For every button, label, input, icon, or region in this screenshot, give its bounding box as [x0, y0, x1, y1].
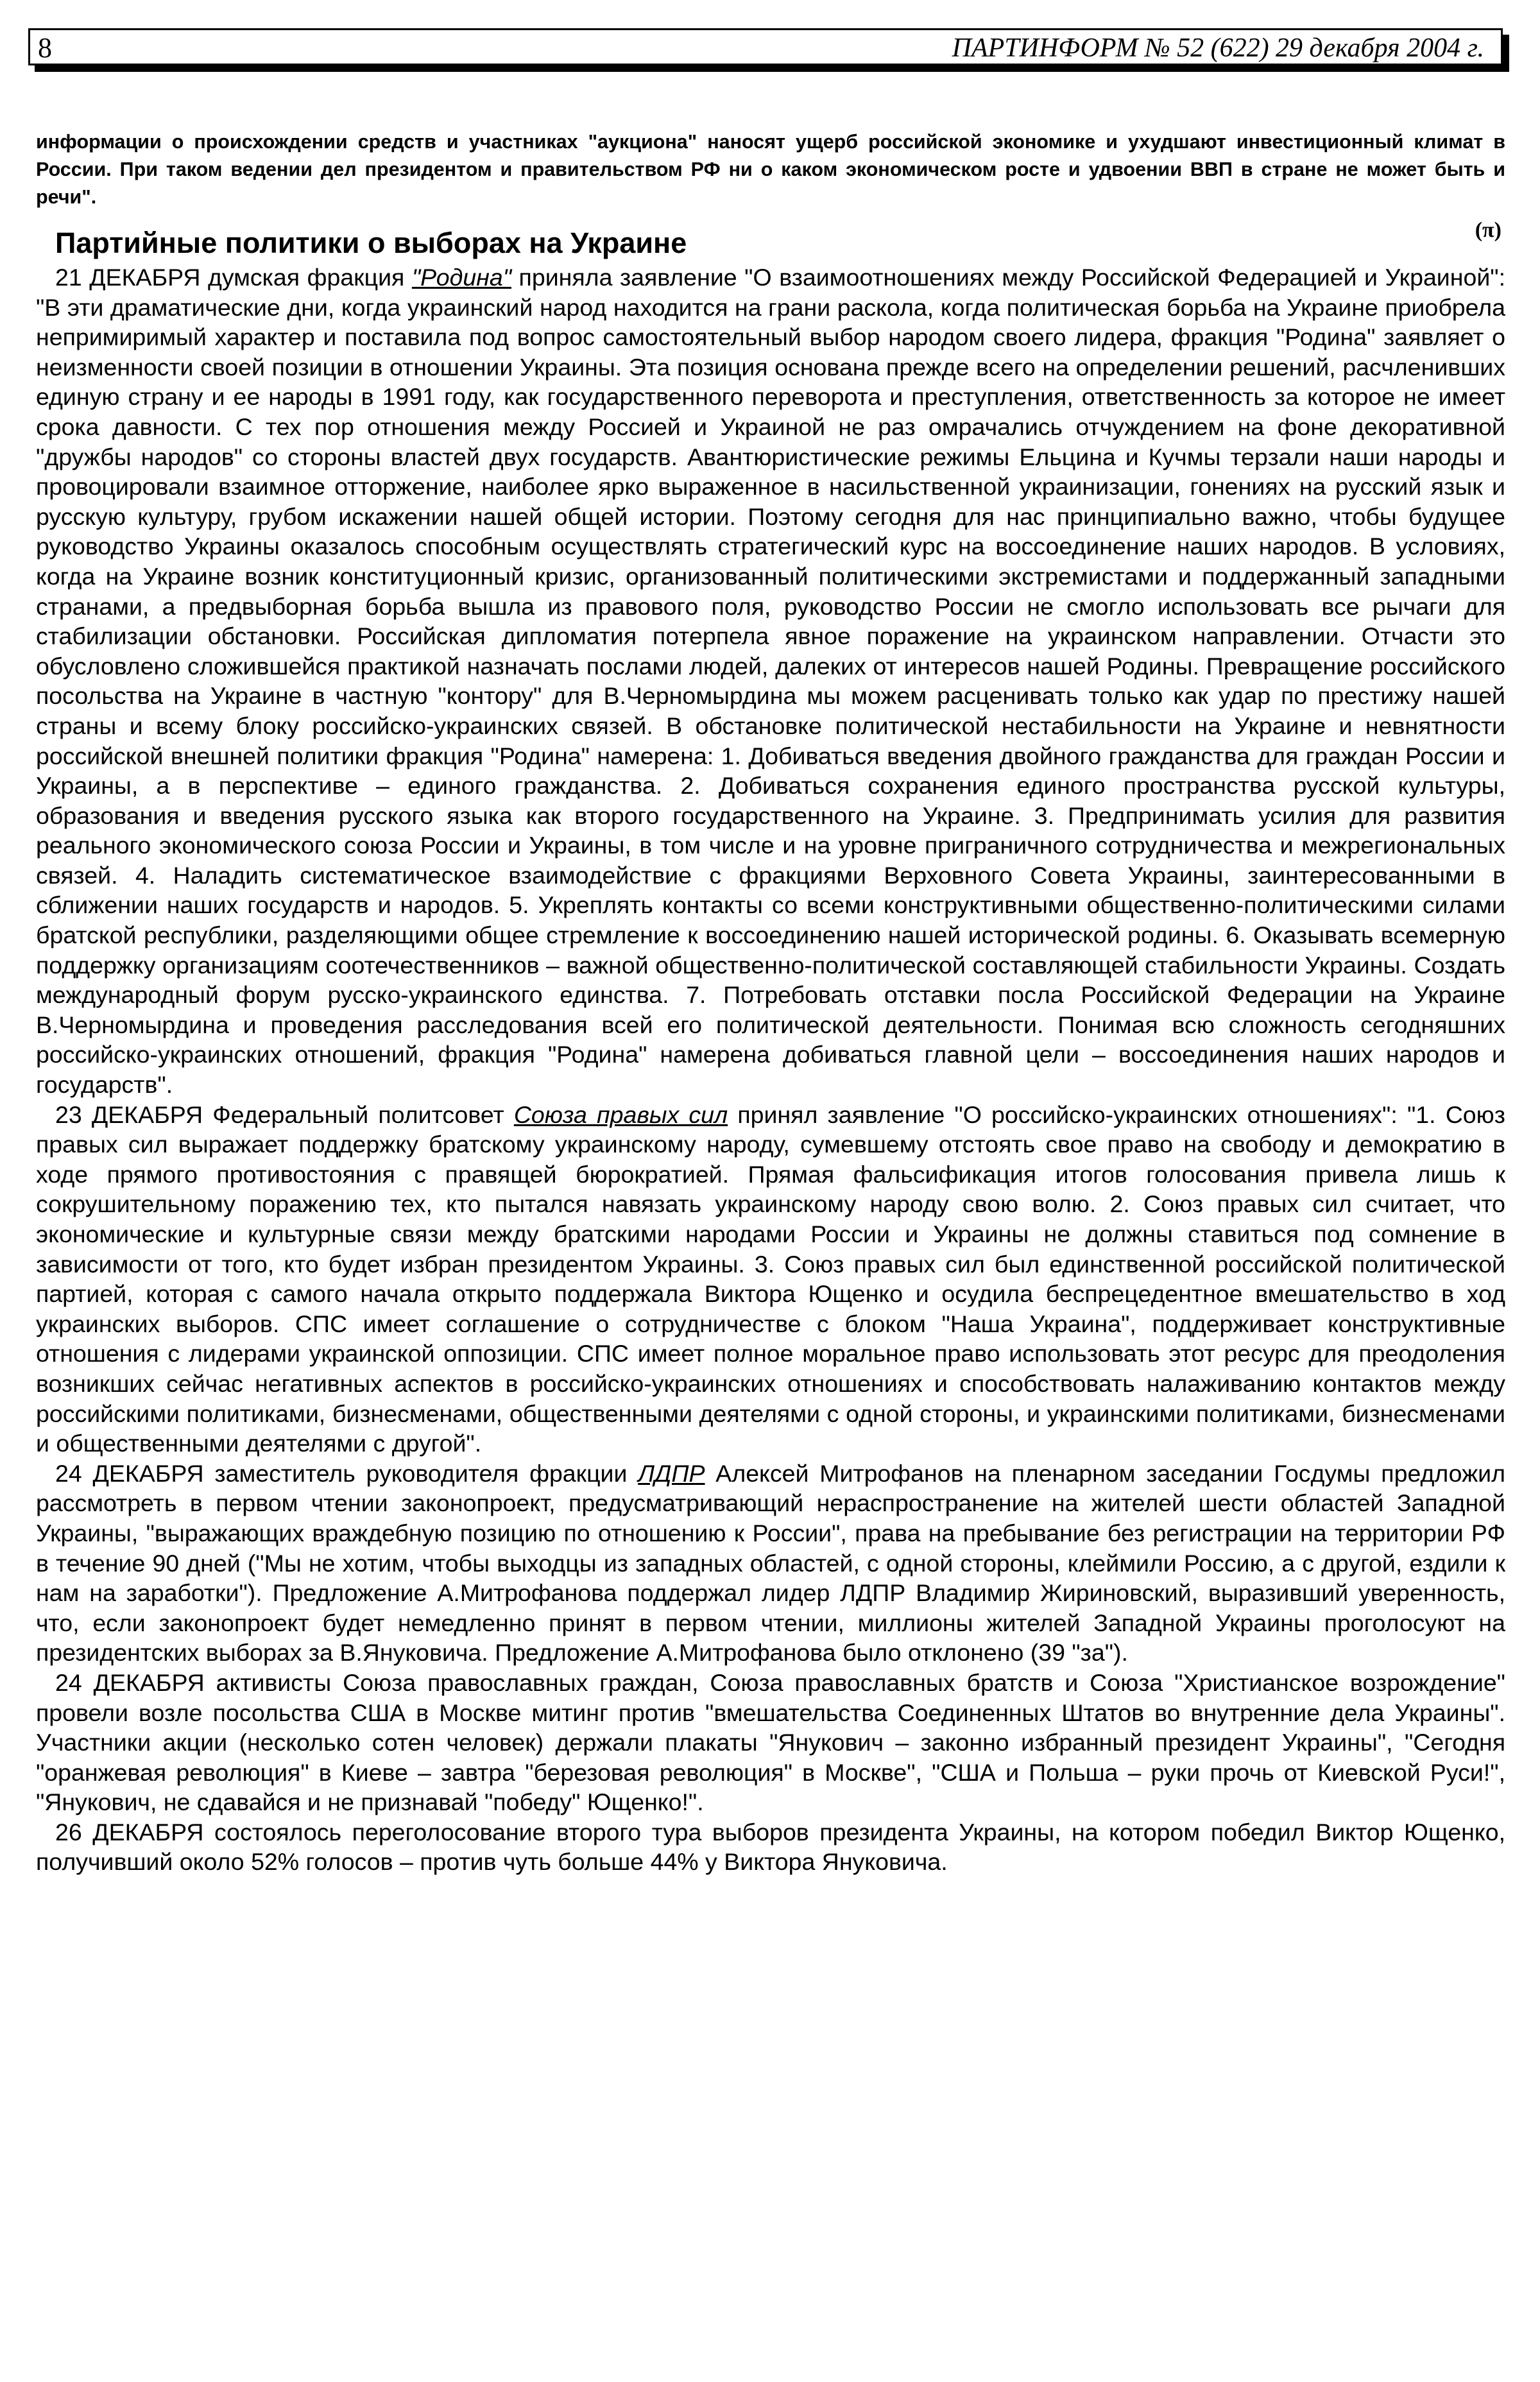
paragraph-text-start: 23 ДЕКАБРЯ Федеральный политсовет — [55, 1101, 514, 1128]
paragraph-text: 26 ДЕКАБРЯ состоялось переголосование второго тура выборов президента Украины, на котором победил Виктор Ющенко, получивший около 52% голосов – против чуть больше 44% у Виктора Януковича. — [36, 1818, 1505, 1876]
article-paragraph-revote — [36, 1817, 1505, 1877]
paragraph-text: 24 ДЕКАБРЯ активисты Союза православных граждан, Союза православных братств и Союза "Христианское возрождение" провели возле посольства США в Москве митинг против "вмешательства Соединенных Штатов во внутренние дела Украины". Участники акции (несколько сотен человек) держали плакаты "Янукович – законно избранный президент Украины", "Сегодня "оранжевая революция" в Киеве – завтра "березовая революция" в Москве", "США и Польша – руки прочь от Киевской Руси!", "Янукович, не сдавайся и не признавай "победу" Ющенко!". — [36, 1668, 1505, 1816]
lead-paragraph: информации о происхождении средств и участниках "аукциона" наносят ущерб российской экономике и ухудшают инвестиционный климат в России. При таком ведении дел президентом и правительством РФ ни о каком экономическом росте и удвоении ВВП в стране не может быть и речи". — [36, 131, 1505, 208]
publication-info: ПАРТИНФОРМ № 52 (622) 29 декабря 2004 г. — [952, 33, 1484, 63]
party-name-rodina: "Родина" — [411, 264, 512, 291]
author-signature: (π) — [1475, 218, 1502, 242]
paragraph-text-start: 24 ДЕКАБРЯ заместитель руководителя фракции — [55, 1459, 638, 1487]
party-name-ldpr: ЛДПР — [638, 1459, 705, 1487]
paragraph-text-rest: приняла заявление "О взаимоотношениях между Российской Федерацией и Украиной": "В эти драматические дни, когда украинский народ находится на грани раскола, когда политическая борьба на Украине приобрела непримиримый характер и поставила под вопрос самостоятельный выбор народом своего лидера, фракция "Родина" заявляет о неизменности своей позиции в отношении Украины. Эта позиция основана прежде всего на определении решений, расчленивших единую страну и ее народы в 1991 году, как государственного переворота и преступления, ответственность за которое не имеет срока давности. С тех пор отношения между Россией и Украиной не раз омрачались отчуждением на фоне декоративной "дружбы народов" со стороны властей двух государств. Авантюристические режимы Ельцина и Кучмы терзали наши народы и провоцировали взаимное отторжение, наиболее ярко выраженное в насильственной украинизации, гонениях на русский язык и русскую культуру, грубом искажении нашей общей истории. Поэтому сегодня для нас принципиально важно, чтобы будущее руководство Украины оказалось способным осуществлять стратегический курс на воссоединение наших народов. В условиях, когда на Украине возник конституционный кризис, организованный политическими экстремистами и поддержанный западными странами, а предвыборная борьба вышла из правового поля, руководство России не смогло использовать все рычаги для стабилизации обстановки. Российская дипломатия потерпела явное поражение на украинском направлении. Отчасти это обусловлено сложившейся практикой назначать послами людей, далеких от интересов нашей Родины. Превращение российского посольства на Украине в частную "контору" для В.Черномырдина мы можем расценивать только как удар по престижу нашей страны и всему блоку российско-украинских связей. В обстановке политической нестабильности на Украине и невнятности российской внешней политики фракция "Родина" намерена: 1. Добиваться введения двойного гражданства для граждан России и Украины, а в перспективе – единого гражданства. 2. Добиваться сохранения единого пространства русской культуры, образования и введения русского языка как второго государственного на Украине. 3. Предпринимать усилия для развития реального экономического союза России и Украины, в том числе и на уровне приграничного сотрудничества и межрегиональных связей. 4. Наладить систематическое взаимодействие с фракциями Верховного Совета Украины, заинтересованными в сближении наших государств и народов. 5. Укреплять контакты со всеми конструктивными общественно-политическими силами братской республики, разделяющими общее стремление к воссоединению нашей исторической родины. 6. Оказывать всемерную поддержку организациям соотечественников – важной общественно-политической составляющей стабильности Украины. Создать международный форум русско-украинского единства. 7. Потребовать отставки посла Российской Федерации на Украине В.Черномырдина и проведения расследования всей его политической деятельности. Понимая всю сложность сегодняшних российско-украинских отношений, фракция "Родина" намерена добиваться главной цели – воссоединения наших народов и государств". — [36, 264, 1505, 1099]
article-paragraph-sps — [36, 1100, 1505, 1459]
paragraph-text-rest: принял заявление "О российско-украинских отношениях": "1. Союз правых сил выражает поддержку братскому украинскому народу, сумевшему отстоять свое право на свободу и демократию в ходе прямого противостояния с правящей бюрократией. Прямая фальсификация итогов голосования привела лишь к сокрушительному поражению тех, кто пытался навязать украинскому народу свою волю. 2. Союз правых сил считает, что экономические и культурные связи между братскими народами России и Украины не должны ставиться под сомнение в зависимости от того, кто будет избран президентом Украины. 3. Союз правых сил был единственной российской политической партией, которая с самого начала открыто поддержала Виктора Ющенко и осудила беспрецедентное вмешательство в ход украинских выборов. СПС имеет соглашение о сотрудничестве с блоком "Наша Украина", поддерживает конструктивные отношения с лидерами украинской оппозиции. СПС имеет полное моральное право использовать этот ресурс для преодоления возникших сейчас негативных аспектов в российско-украинских отношениях и способствовать налаживанию контактов между российскими политиками, бизнесменами, общественными деятелями с одной стороны, и украинскими политиками, бизнесменами и общественными деятелями с другой". — [36, 1101, 1505, 1457]
article-paragraph-rodina — [36, 262, 1505, 1100]
article-paragraph-ldpr — [36, 1459, 1505, 1668]
paragraph-text-rest: Алексей Митрофанов на пленарном заседании Госдумы предложил рассмотреть в первом чтении законопроект, предусматривающий нераспространение на жителей шести областей Западной Украины, "выражающих враждебную позицию по отношению к России", права на пребывание без регистрации на территории РФ в течение 90 дней ("Мы не хотим, чтобы выходцы из западных областей, с одной стороны, клеймили Россию, а с другой, ездили к нам на заработки"). Предложение А.Митрофанова поддержал лидер ЛДПР Владимир Жириновский, выразивший уверенность, что, если законопроект будет немедленно принят в первом чтении, миллионы жителей Западной Украины проголосуют на президентских выборах за В.Януковича. Предложение А.Митрофанова было отклонено (39 "за"). — [36, 1459, 1506, 1667]
paragraph-text-start: 21 ДЕКАБРЯ думская фракция — [55, 264, 412, 291]
article-paragraph-rally — [36, 1668, 1505, 1817]
page-header — [28, 28, 1503, 65]
page-content — [36, 128, 1505, 1877]
party-name-sps: Союза правых сил — [513, 1101, 728, 1128]
page-number: 8 — [38, 32, 52, 64]
article-title: Партийные политики о выборах на Украине — [55, 227, 687, 259]
